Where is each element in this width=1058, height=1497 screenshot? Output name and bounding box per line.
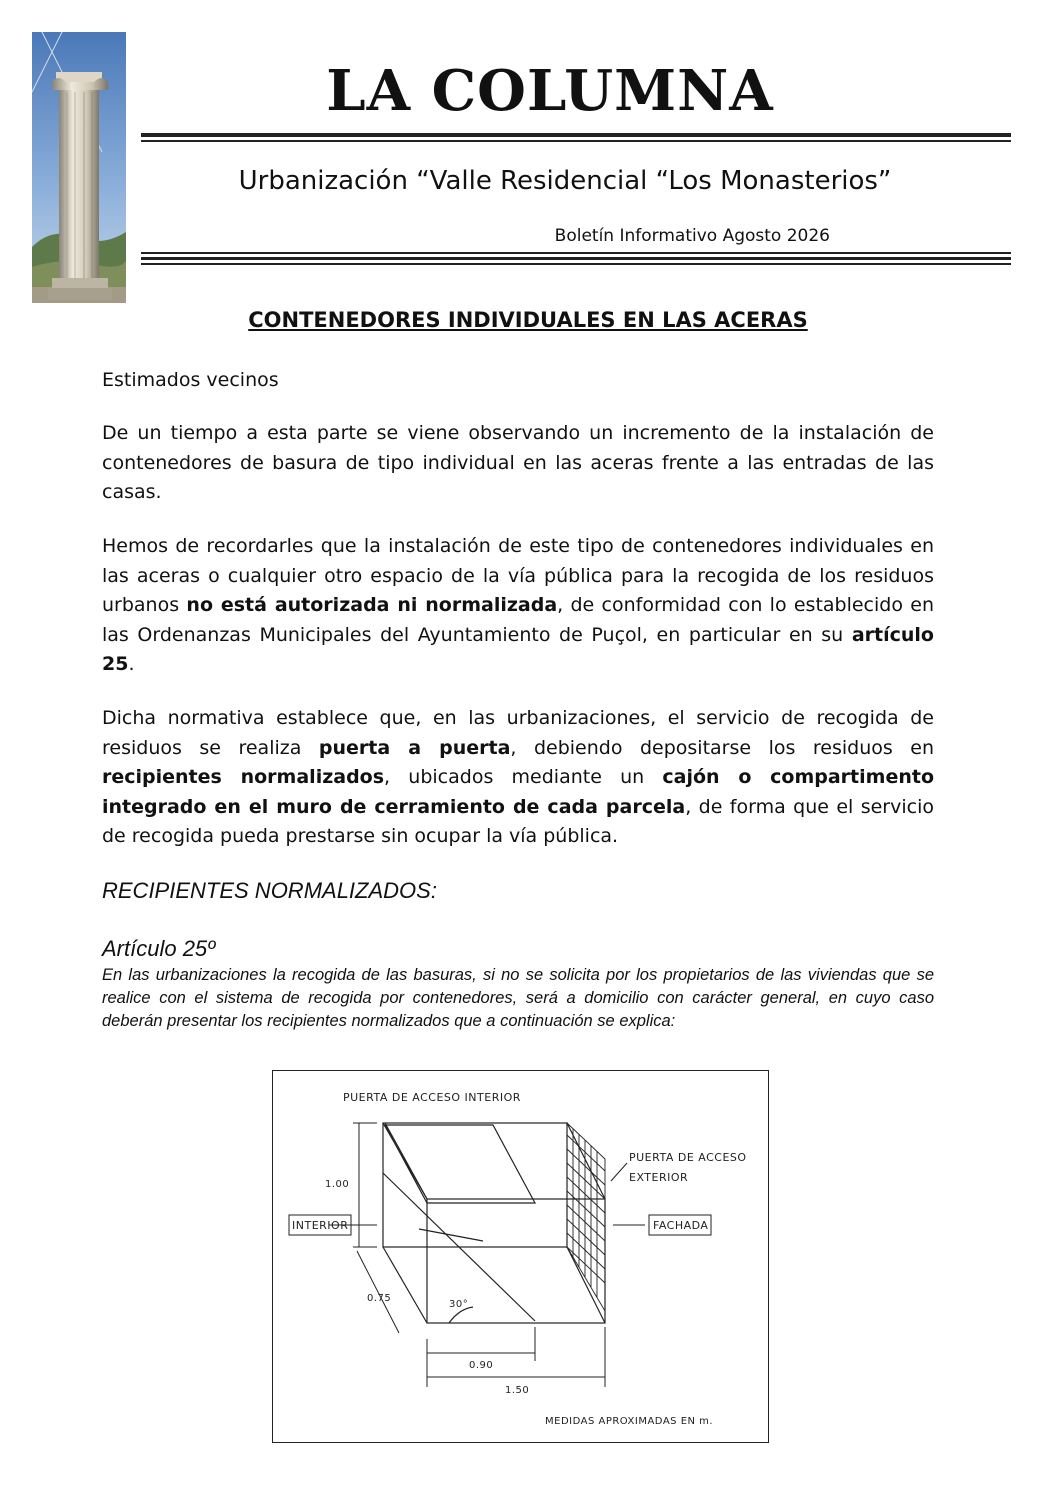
label-outer-door-1: PUERTA DE ACCESO bbox=[629, 1151, 747, 1164]
emphasis-door-to-door: puerta a puerta bbox=[318, 736, 511, 759]
dim-depth: 0.75 bbox=[367, 1293, 392, 1304]
header-rule-bottom-3 bbox=[141, 263, 1011, 265]
diagram-note: MEDIDAS APROXIMADAS EN m. bbox=[545, 1416, 714, 1427]
bulletin-date: Boletín Informativo Agosto 2026 bbox=[554, 226, 830, 246]
emphasis-article-25: artículo 25 bbox=[102, 623, 934, 675]
column-photo bbox=[32, 32, 126, 303]
paragraph-3: Dicha normativa establece que, en las urbanizaciones, el servicio de recogida de residuos se realiza puerta a puerta, debiendo depositarse los residuos en recipientes normalizados, ubicados mediante un cajón o compartimento integrado en el muro de cerramiento de cada parcela, de forma que el servicio de recogida pueda prestarse sin ocupar la vía pública. bbox=[102, 707, 934, 847]
emphasis-normalized-containers: recipientes normalizados bbox=[102, 766, 385, 788]
masthead-title: LA COLUMNA bbox=[326, 58, 774, 124]
dim-height: 1.00 bbox=[325, 1179, 350, 1190]
section-title: CONTENEDORES INDIVIDUALES EN LAS ACERAS bbox=[248, 308, 808, 332]
paragraph-2: Hemos de recordarles que la instalación de este tipo de contenedores individuales en las aceras o cualquier otro espacio de la vía pública para la recogida de los residuos urbanos no está autorizada ni normalizada, de conformidad con lo establecido en las Ordenanzas Municipales del Ayuntamiento de Puçol, en particular en su artículo 25. bbox=[102, 535, 934, 675]
subtitle: Urbanización “Valle Residencial “Los Monasterios” bbox=[238, 166, 892, 196]
label-fachada: FACHADA bbox=[653, 1219, 709, 1232]
label-interior: INTERIOR bbox=[292, 1219, 349, 1232]
dim-width-inner: 0.90 bbox=[469, 1360, 494, 1371]
article-heading: Artículo 25º bbox=[102, 936, 216, 961]
header-rule-top bbox=[141, 133, 1011, 137]
dim-angle: 30° bbox=[449, 1299, 469, 1310]
diagram-drawing bbox=[273, 1071, 767, 1441]
paragraph-1: De un tiempo a esta parte se viene observando un incremento de la instalación de contenedores de basura de tipo individual en las aceras frente a las entradas de las casas. bbox=[102, 422, 934, 503]
label-inner-door: PUERTA DE ACCESO INTERIOR bbox=[343, 1091, 521, 1104]
recipientes-heading: RECIPIENTES NORMALIZADOS: bbox=[102, 878, 437, 903]
emphasis-integrated-compartment: cajón o compartimento integrado en el muro de cerramiento de cada parcela bbox=[102, 766, 934, 818]
article-text: En las urbanizaciones la recogida de las basuras, si no se solicita por los propietarios de las viviendas que se realice con el sistema de recogida por contenedores, será a domicilio con carácter general, en cuyo caso deberán presentar los recipientes normalizados que a continuación se explica: bbox=[102, 966, 934, 1030]
greeting: Estimados vecinos bbox=[102, 369, 279, 391]
dim-width-total: 1.50 bbox=[505, 1385, 530, 1396]
label-outer-door-2: EXTERIOR bbox=[629, 1171, 689, 1184]
header-rule-top-thin bbox=[141, 140, 1011, 142]
header-rule-bottom-1 bbox=[141, 252, 1011, 254]
container-diagram bbox=[272, 1070, 769, 1443]
header-rule-bottom-2 bbox=[141, 257, 1011, 260]
emphasis-not-authorized: no está autorizada ni normalizada bbox=[186, 594, 558, 616]
